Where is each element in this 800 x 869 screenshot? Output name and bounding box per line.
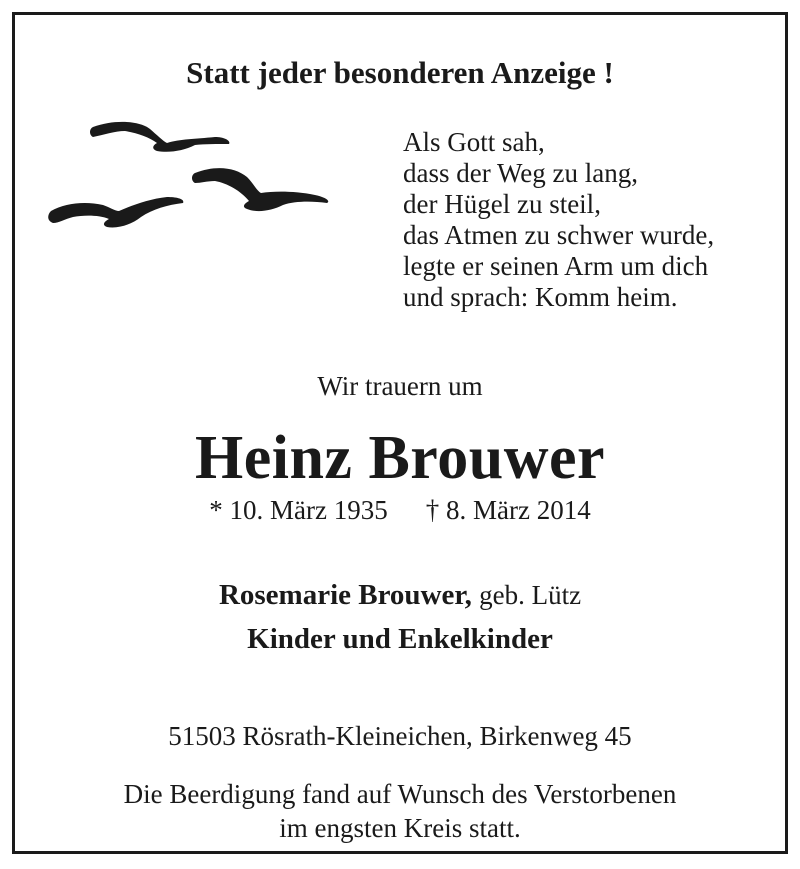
obituary-frame: [12, 12, 788, 854]
death-date: † 8. März 2014: [425, 495, 591, 525]
deceased-name: Heinz Brouwer: [194, 424, 605, 492]
poem-line: Als Gott sah,: [403, 127, 545, 157]
bird-3-icon: [48, 197, 183, 228]
family-others: Kinder und Enkelkinder: [247, 623, 553, 655]
poem-line: legte er seinen Arm um dich: [403, 251, 709, 281]
poem-line: und sprach: Komm heim.: [403, 282, 678, 312]
life-dates: [15, 495, 785, 526]
birth-date: * 10. März 1935: [209, 495, 388, 525]
funeral-note-line: Die Beerdigung fand auf Wunsch des Verstorbenen: [123, 779, 677, 809]
family-spouse: [15, 579, 785, 612]
poem: [403, 127, 783, 313]
mourn-intro: Wir trauern um: [317, 371, 483, 401]
headline: Statt jeder besonderen Anzeige !: [186, 55, 614, 90]
funeral-note-line: im engsten Kreis statt.: [279, 813, 521, 843]
poem-line: das Atmen zu schwer wurde,: [403, 220, 715, 250]
bird-1-icon: [90, 122, 229, 152]
spouse-maiden-name: geb. Lütz: [479, 580, 582, 610]
poem-line: dass der Weg zu lang,: [403, 158, 639, 188]
flying-birds-icon: [45, 111, 345, 241]
poem-line: der Hügel zu steil,: [403, 189, 601, 219]
bird-2-icon: [192, 168, 328, 211]
address: 51503 Rösrath-Kleineichen, Birkenweg 45: [168, 721, 632, 751]
spouse-name: Rosemarie Brouwer,: [218, 579, 472, 611]
